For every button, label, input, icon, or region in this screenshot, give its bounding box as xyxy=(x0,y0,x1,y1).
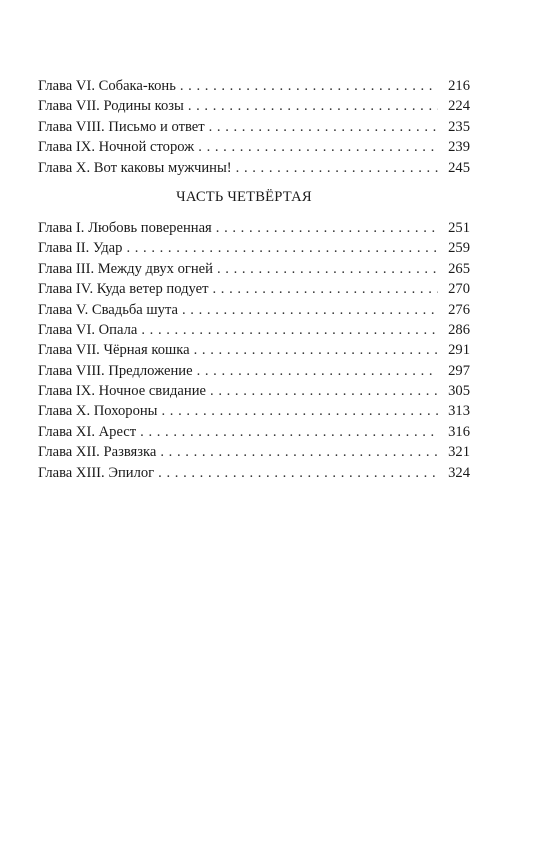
toc-entry xyxy=(38,238,470,258)
dot-leader xyxy=(182,300,438,320)
toc-entry xyxy=(38,96,470,116)
part-heading: ЧАСТЬ ЧЕТВЁРТАЯ xyxy=(176,188,312,205)
toc-entry xyxy=(38,463,470,483)
dot-leader xyxy=(209,117,438,137)
toc-entry-page: 216 xyxy=(448,78,470,94)
toc-entry-title: Глава VII. Чёрная кошка xyxy=(38,342,190,359)
toc-entry-page: 276 xyxy=(448,301,470,318)
toc-group-part4 xyxy=(38,218,470,483)
dot-leader xyxy=(180,76,438,96)
dot-leader xyxy=(141,320,438,340)
toc-entry xyxy=(38,76,470,96)
toc-entry xyxy=(38,137,470,157)
toc-entry-title: Глава XII. Развязка xyxy=(38,444,157,461)
toc-entry-page: 316 xyxy=(448,423,470,440)
toc-entry xyxy=(38,259,470,279)
toc-entry-page: 259 xyxy=(448,240,470,257)
toc-entry-title: Глава VIII. Предложение xyxy=(38,362,193,379)
dot-leader xyxy=(197,361,438,381)
dot-leader xyxy=(188,96,438,116)
dot-leader xyxy=(194,340,438,360)
toc-entry-title: Глава IX. Ночное свидание xyxy=(38,383,207,400)
toc-entry-title: Глава VIII. Письмо и ответ xyxy=(38,118,205,135)
toc-entry-page: 313 xyxy=(448,403,470,420)
toc-entry-title: Глава VI. Опала xyxy=(38,321,138,338)
toc-entry-title: Глава V. Свадьба шута xyxy=(38,301,178,318)
toc-entry xyxy=(38,300,470,320)
dot-leader xyxy=(140,422,438,442)
dot-leader xyxy=(198,137,438,157)
toc-entry-page: 265 xyxy=(448,260,470,277)
toc-entry-page: 297 xyxy=(448,362,470,379)
toc-entry xyxy=(38,381,470,401)
dot-leader xyxy=(212,279,438,299)
toc-entry-page: 245 xyxy=(448,159,470,176)
toc-entry-page: 251 xyxy=(448,219,470,236)
toc-entry-title: Глава III. Между двух огней xyxy=(38,260,213,277)
toc-entry xyxy=(38,422,470,442)
toc-entry-title: Глава VII. Родины козы xyxy=(38,98,184,115)
toc-entry-page: 291 xyxy=(448,342,470,359)
toc-entry-title: Глава XIII. Эпилог xyxy=(38,464,155,481)
toc-entry-title: Глава X. Вот каковы мужчины! xyxy=(38,159,232,176)
toc-entry xyxy=(38,158,470,178)
table-of-contents xyxy=(38,76,470,483)
toc-entry xyxy=(38,340,470,360)
toc-entry xyxy=(38,442,470,462)
dot-leader xyxy=(210,381,438,401)
toc-entry xyxy=(38,361,470,381)
dot-leader xyxy=(126,238,438,258)
toc-entry xyxy=(38,279,470,299)
toc-entry-page: 321 xyxy=(448,444,470,461)
toc-group-part3 xyxy=(38,76,470,178)
toc-entry-page: 286 xyxy=(448,321,470,338)
toc-entry xyxy=(38,117,470,137)
toc-entry-page: 224 xyxy=(448,98,470,115)
toc-entry-title: Глава VI. Собака-конь xyxy=(38,78,176,94)
toc-entry xyxy=(38,401,470,421)
dot-leader xyxy=(216,218,438,238)
toc-entry-title: Глава II. Удар xyxy=(38,240,123,257)
toc-entry-title: Глава I. Любовь поверенная xyxy=(38,219,212,236)
dot-leader xyxy=(158,463,438,483)
dot-leader xyxy=(161,401,438,421)
toc-entry-page: 305 xyxy=(448,383,470,400)
toc-entry-page: 239 xyxy=(448,139,470,156)
toc-entry-title: Глава IV. Куда ветер подует xyxy=(38,281,209,298)
toc-entry-page: 270 xyxy=(448,281,470,298)
dot-leader xyxy=(160,442,438,462)
toc-entry-title: Глава X. Похороны xyxy=(38,403,158,420)
dot-leader xyxy=(236,158,438,178)
toc-entry-page: 324 xyxy=(448,464,470,481)
dot-leader xyxy=(217,259,438,279)
toc-entry xyxy=(38,320,470,340)
toc-entry-page: 235 xyxy=(448,118,470,135)
toc-entry-title: Глава XI. Арест xyxy=(38,423,137,440)
toc-entry xyxy=(38,218,470,238)
toc-entry-title: Глава IX. Ночной сторож xyxy=(38,139,195,156)
